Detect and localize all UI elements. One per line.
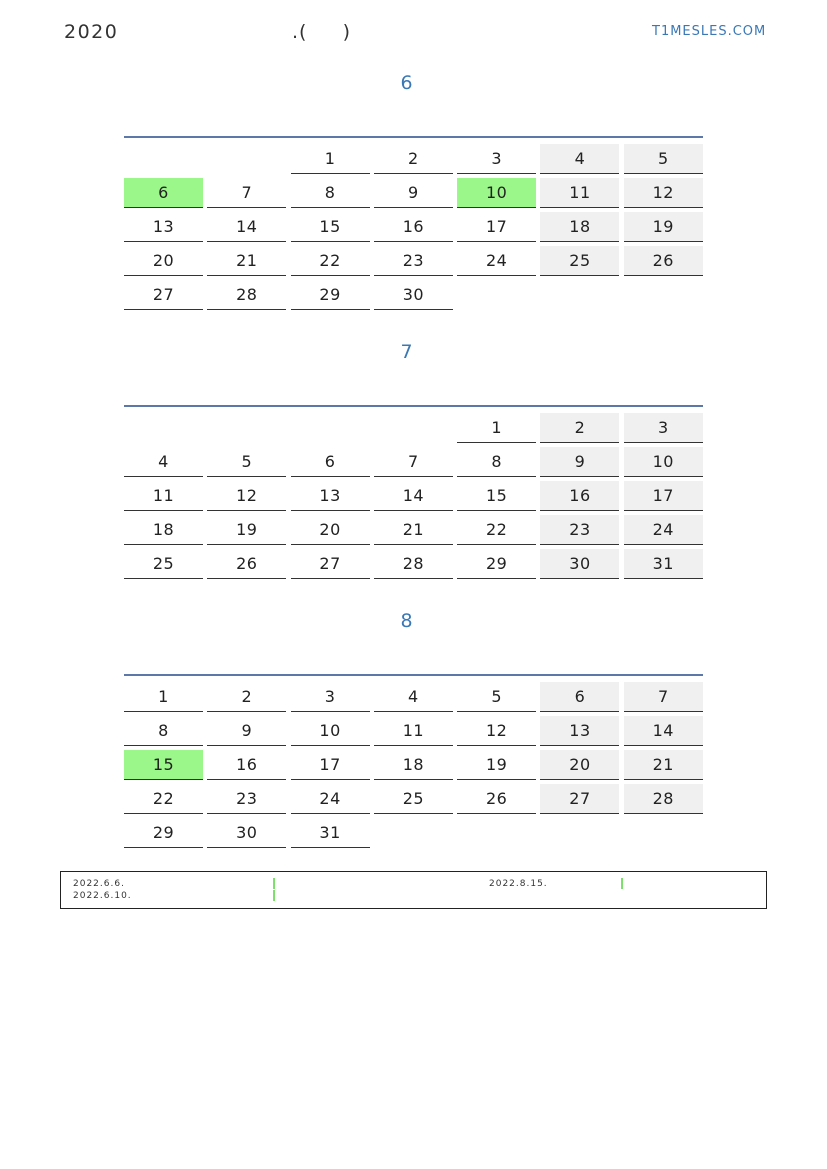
day-cell: 25 bbox=[540, 246, 619, 276]
month-title-july: 7 bbox=[400, 341, 413, 363]
day-cell: 1 bbox=[457, 413, 536, 443]
day-cell: 24 bbox=[624, 515, 703, 545]
day-cell: 7 bbox=[624, 682, 703, 712]
day-cell: 10 bbox=[624, 447, 703, 477]
calendar-grid bbox=[124, 682, 703, 848]
day-cell: 5 bbox=[624, 144, 703, 174]
month-title-june: 6 bbox=[400, 72, 413, 94]
site-link[interactable]: T1MESLES.COM bbox=[652, 24, 767, 39]
day-cell: 6 bbox=[291, 447, 370, 477]
day-cell: 19 bbox=[624, 212, 703, 242]
empty-day-cell bbox=[374, 413, 453, 443]
day-cell: 16 bbox=[540, 481, 619, 511]
legend-item: 2022.8.15. bbox=[489, 879, 548, 889]
day-cell: 2 bbox=[374, 144, 453, 174]
day-cell: 19 bbox=[457, 750, 536, 780]
day-cell: 17 bbox=[291, 750, 370, 780]
day-cell: 23 bbox=[374, 246, 453, 276]
day-cell: 16 bbox=[207, 750, 286, 780]
day-cell: 17 bbox=[457, 212, 536, 242]
day-cell: 11 bbox=[540, 178, 619, 208]
legend-marker bbox=[621, 878, 623, 889]
day-cell: 26 bbox=[624, 246, 703, 276]
day-cell: 8 bbox=[291, 178, 370, 208]
day-cell: 5 bbox=[207, 447, 286, 477]
day-cell: 2 bbox=[540, 413, 619, 443]
day-cell: 9 bbox=[374, 178, 453, 208]
day-cell: 20 bbox=[124, 246, 203, 276]
empty-day-cell bbox=[124, 144, 203, 174]
day-cell: 12 bbox=[457, 716, 536, 746]
day-cell: 3 bbox=[291, 682, 370, 712]
day-cell: 5 bbox=[457, 682, 536, 712]
day-cell: 18 bbox=[124, 515, 203, 545]
day-cell: 9 bbox=[207, 716, 286, 746]
day-cell: 15 bbox=[457, 481, 536, 511]
day-cell: 26 bbox=[457, 784, 536, 814]
calendar-august bbox=[124, 674, 703, 848]
day-cell: 10 bbox=[291, 716, 370, 746]
day-cell: 31 bbox=[291, 818, 370, 848]
day-cell: 21 bbox=[374, 515, 453, 545]
calendar-july bbox=[124, 405, 703, 579]
legend-marker bbox=[273, 890, 275, 901]
day-cell: 2 bbox=[207, 682, 286, 712]
day-cell: 8 bbox=[124, 716, 203, 746]
day-cell: 26 bbox=[207, 549, 286, 579]
holiday-legend bbox=[60, 871, 767, 909]
day-cell: 14 bbox=[624, 716, 703, 746]
month-title-august: 8 bbox=[400, 610, 413, 632]
day-cell: 20 bbox=[291, 515, 370, 545]
day-cell: 4 bbox=[374, 682, 453, 712]
header-title: .( ) bbox=[292, 21, 352, 43]
day-cell: 14 bbox=[374, 481, 453, 511]
holiday-day-cell: 10 bbox=[457, 178, 536, 208]
calendar-grid bbox=[124, 413, 703, 579]
day-cell: 23 bbox=[207, 784, 286, 814]
day-cell: 29 bbox=[124, 818, 203, 848]
day-cell: 30 bbox=[207, 818, 286, 848]
day-cell: 6 bbox=[540, 682, 619, 712]
day-cell: 31 bbox=[624, 549, 703, 579]
day-cell: 15 bbox=[291, 212, 370, 242]
day-cell: 28 bbox=[624, 784, 703, 814]
calendar-june bbox=[124, 136, 703, 310]
day-cell: 4 bbox=[124, 447, 203, 477]
day-cell: 22 bbox=[291, 246, 370, 276]
holiday-day-cell: 15 bbox=[124, 750, 203, 780]
day-cell: 12 bbox=[624, 178, 703, 208]
calendar-rule bbox=[124, 674, 703, 676]
day-cell: 8 bbox=[457, 447, 536, 477]
empty-day-cell bbox=[291, 413, 370, 443]
day-cell: 24 bbox=[291, 784, 370, 814]
day-cell: 12 bbox=[207, 481, 286, 511]
day-cell: 13 bbox=[124, 212, 203, 242]
day-cell: 3 bbox=[457, 144, 536, 174]
day-cell: 1 bbox=[291, 144, 370, 174]
day-cell: 24 bbox=[457, 246, 536, 276]
empty-day-cell bbox=[124, 413, 203, 443]
day-cell: 29 bbox=[457, 549, 536, 579]
day-cell: 22 bbox=[124, 784, 203, 814]
day-cell: 22 bbox=[457, 515, 536, 545]
day-cell: 13 bbox=[540, 716, 619, 746]
day-cell: 7 bbox=[207, 178, 286, 208]
day-cell: 25 bbox=[374, 784, 453, 814]
day-cell: 30 bbox=[540, 549, 619, 579]
day-cell: 9 bbox=[540, 447, 619, 477]
calendar-rule bbox=[124, 405, 703, 407]
holiday-day-cell: 6 bbox=[124, 178, 203, 208]
calendar-grid bbox=[124, 144, 703, 310]
day-cell: 27 bbox=[124, 280, 203, 310]
legend-marker bbox=[273, 878, 275, 889]
day-cell: 21 bbox=[624, 750, 703, 780]
day-cell: 18 bbox=[540, 212, 619, 242]
day-cell: 27 bbox=[291, 549, 370, 579]
day-cell: 1 bbox=[124, 682, 203, 712]
day-cell: 3 bbox=[624, 413, 703, 443]
day-cell: 21 bbox=[207, 246, 286, 276]
empty-day-cell bbox=[207, 413, 286, 443]
day-cell: 30 bbox=[374, 280, 453, 310]
day-cell: 14 bbox=[207, 212, 286, 242]
calendar-rule bbox=[124, 136, 703, 138]
legend-item: 2022.6.10. bbox=[73, 891, 132, 901]
day-cell: 11 bbox=[124, 481, 203, 511]
day-cell: 16 bbox=[374, 212, 453, 242]
day-cell: 25 bbox=[124, 549, 203, 579]
day-cell: 17 bbox=[624, 481, 703, 511]
day-cell: 28 bbox=[207, 280, 286, 310]
empty-day-cell bbox=[207, 144, 286, 174]
day-cell: 11 bbox=[374, 716, 453, 746]
day-cell: 27 bbox=[540, 784, 619, 814]
header-year: 2020 bbox=[64, 21, 119, 43]
day-cell: 7 bbox=[374, 447, 453, 477]
day-cell: 18 bbox=[374, 750, 453, 780]
day-cell: 19 bbox=[207, 515, 286, 545]
day-cell: 23 bbox=[540, 515, 619, 545]
day-cell: 4 bbox=[540, 144, 619, 174]
day-cell: 28 bbox=[374, 549, 453, 579]
day-cell: 29 bbox=[291, 280, 370, 310]
legend-item: 2022.6.6. bbox=[73, 879, 125, 889]
day-cell: 20 bbox=[540, 750, 619, 780]
day-cell: 13 bbox=[291, 481, 370, 511]
